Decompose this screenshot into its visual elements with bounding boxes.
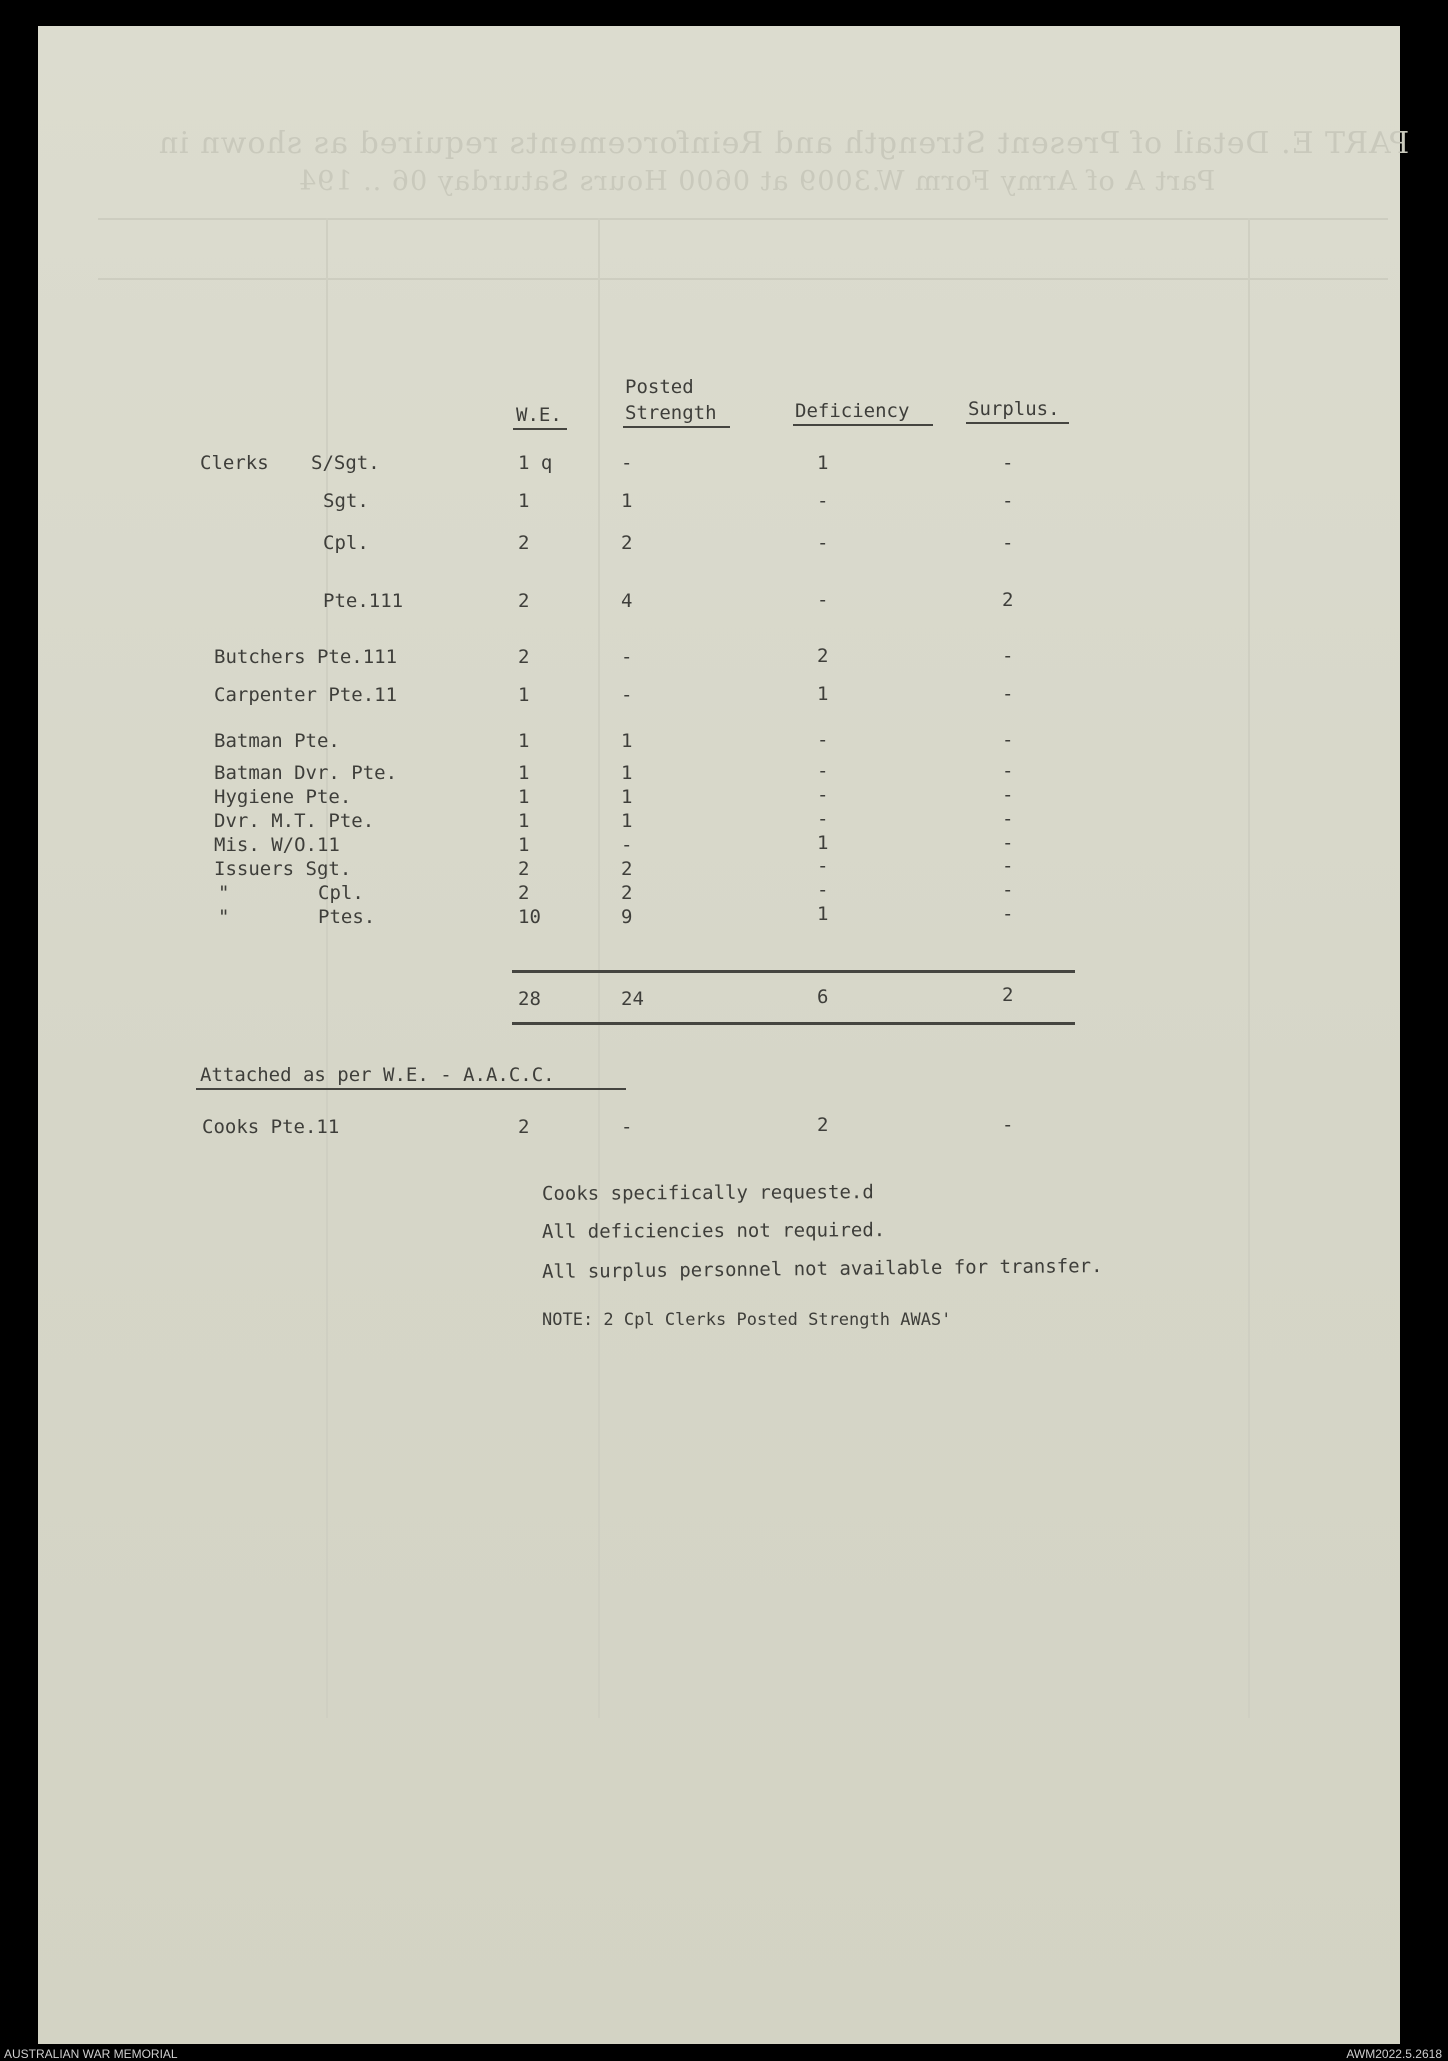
cell-posted: 1 bbox=[621, 730, 633, 752]
cell-sub: Cpl. bbox=[323, 532, 369, 554]
attached-heading: Attached as per W.E. - A.A.C.C. bbox=[200, 1064, 555, 1086]
cell-posted: 1 bbox=[621, 786, 633, 808]
footer-accession-id: AWM2022.5.2618 bbox=[1346, 2047, 1442, 2061]
cell-surplus: - bbox=[1002, 728, 1014, 751]
cell-posted: - bbox=[621, 834, 633, 856]
cell-deficiency: - bbox=[817, 489, 829, 512]
cell-deficiency: - bbox=[817, 728, 829, 751]
note-line: All surplus personnel not available for transfer. bbox=[541, 1255, 1103, 1283]
cell-we: 2 bbox=[518, 532, 530, 554]
cell-label: Mis. W/O.11 bbox=[214, 834, 340, 856]
attached-heading-underline bbox=[196, 1088, 626, 1090]
cell-we: 1 q bbox=[518, 452, 553, 474]
header-underline-we bbox=[513, 428, 567, 430]
totals-rule-bottom bbox=[512, 1022, 1075, 1025]
cell-surplus: - bbox=[1002, 645, 1014, 667]
header-posted-line2: Strength bbox=[625, 402, 717, 424]
cell-label: Batman Pte. bbox=[214, 730, 340, 752]
show-through-rule bbox=[598, 218, 600, 1718]
cell-deficiency: - bbox=[817, 784, 829, 806]
cell-surplus: - bbox=[1002, 879, 1014, 901]
cell-we: 2 bbox=[518, 858, 530, 880]
cell-sub: Ptes. bbox=[318, 906, 376, 928]
cell-deficiency: 1 bbox=[817, 452, 829, 474]
cell-we: 1 bbox=[518, 684, 530, 706]
show-through-rule bbox=[1248, 218, 1250, 1718]
cell-label: " bbox=[218, 882, 230, 904]
cell-label: Dvr. M.T. Pte. bbox=[214, 810, 375, 832]
cell-deficiency: - bbox=[817, 760, 829, 783]
cell-deficiency: - bbox=[817, 807, 829, 830]
header-underline-posted bbox=[623, 426, 730, 428]
cell-we: 1 bbox=[518, 762, 530, 784]
cell-deficiency: 1 bbox=[817, 682, 829, 705]
cell-surplus: - bbox=[1002, 807, 1014, 830]
total-posted: 24 bbox=[621, 988, 644, 1010]
cell-surplus: - bbox=[1002, 682, 1014, 705]
header-deficiency: Deficiency bbox=[795, 400, 910, 422]
attached-posted: - bbox=[621, 1116, 633, 1138]
total-deficiency: 6 bbox=[817, 986, 829, 1008]
cell-sub: Sgt. bbox=[323, 490, 369, 512]
cell-we: 2 bbox=[518, 882, 530, 904]
cell-posted: 4 bbox=[621, 590, 633, 612]
cell-deficiency: 1 bbox=[817, 831, 829, 854]
note-line: All deficiencies not required. bbox=[541, 1219, 886, 1243]
cell-label: Carpenter Pte.11 bbox=[214, 684, 398, 706]
cell-deficiency: 1 bbox=[817, 902, 829, 925]
cell-we: 2 bbox=[518, 590, 530, 612]
footer-credit: AUSTRALIAN WAR MEMORIAL bbox=[4, 2047, 178, 2061]
cell-posted: - bbox=[621, 646, 633, 668]
cell-sub: Pte.111 bbox=[323, 590, 404, 612]
cell-surplus: - bbox=[1002, 855, 1014, 878]
cell-deficiency: - bbox=[817, 531, 829, 554]
attached-deficiency: 2 bbox=[817, 1114, 829, 1136]
cell-deficiency: 2 bbox=[817, 645, 829, 667]
cell-we: 1 bbox=[518, 786, 530, 808]
cell-surplus: - bbox=[1002, 489, 1014, 512]
cell-label: " bbox=[218, 906, 230, 928]
show-through-rule bbox=[98, 278, 1388, 280]
total-surplus: 2 bbox=[1002, 984, 1014, 1006]
cell-deficiency: - bbox=[817, 855, 829, 878]
cell-we: 1 bbox=[518, 730, 530, 752]
cell-sub: S/Sgt. bbox=[311, 452, 380, 474]
cell-we: 10 bbox=[518, 906, 541, 928]
cell-surplus: - bbox=[1002, 760, 1014, 783]
document-page bbox=[38, 26, 1410, 2044]
cell-label: Clerks bbox=[200, 452, 269, 474]
cell-deficiency: - bbox=[817, 589, 829, 612]
cell-posted: 1 bbox=[621, 810, 633, 832]
cell-surplus: - bbox=[1002, 531, 1014, 554]
header-underline-deficiency bbox=[793, 424, 933, 426]
cell-posted: 2 bbox=[621, 532, 633, 554]
cell-we: 1 bbox=[518, 490, 530, 512]
cell-surplus: - bbox=[1002, 784, 1014, 806]
cell-posted: 1 bbox=[621, 490, 633, 512]
show-through-rule bbox=[98, 218, 1388, 220]
attached-label: Cooks Pte.11 bbox=[202, 1116, 340, 1138]
note-line: NOTE: 2 Cpl Clerks Posted Strength AWAS' bbox=[542, 1310, 952, 1330]
attached-surplus: - bbox=[1002, 1114, 1014, 1136]
cell-label: Hygiene Pte. bbox=[214, 786, 352, 808]
cell-deficiency: - bbox=[817, 879, 829, 901]
cell-we: 2 bbox=[518, 646, 530, 668]
note-line: Cooks specifically requeste.d bbox=[541, 1181, 874, 1205]
show-through-text: PART E. Detail of Present Strength and Reinforcements required as shown in bbox=[158, 126, 1410, 161]
cell-posted: - bbox=[621, 452, 633, 474]
cell-surplus: - bbox=[1002, 902, 1014, 925]
cell-we: 1 bbox=[518, 810, 530, 832]
cell-we: 1 bbox=[518, 834, 530, 856]
header-underline-surplus bbox=[966, 422, 1069, 424]
cell-label: Butchers Pte.111 bbox=[214, 646, 398, 668]
cell-sub: Cpl. bbox=[318, 882, 364, 904]
attached-we: 2 bbox=[518, 1116, 530, 1138]
header-surplus: Surplus. bbox=[968, 398, 1060, 420]
cell-label: Batman Dvr. Pte. bbox=[214, 762, 398, 784]
cell-surplus: - bbox=[1002, 831, 1014, 854]
cell-posted: 9 bbox=[621, 906, 633, 928]
header-we: W.E. bbox=[516, 404, 562, 426]
cell-posted: - bbox=[621, 684, 633, 706]
cell-surplus: 2 bbox=[1002, 589, 1014, 612]
cell-label: Issuers Sgt. bbox=[214, 858, 352, 880]
cell-posted: 2 bbox=[621, 882, 633, 904]
header-posted-line1: Posted bbox=[625, 376, 694, 398]
total-we: 28 bbox=[518, 988, 541, 1010]
show-through-text: Part A of Army Form W.3009 at 0600 Hours Saturday 06 .. 194 bbox=[298, 166, 1216, 197]
show-through-rule bbox=[326, 218, 328, 1718]
cell-posted: 2 bbox=[621, 858, 633, 880]
totals-rule-top bbox=[512, 970, 1075, 973]
cell-surplus: - bbox=[1002, 452, 1014, 474]
cell-posted: 1 bbox=[621, 762, 633, 784]
